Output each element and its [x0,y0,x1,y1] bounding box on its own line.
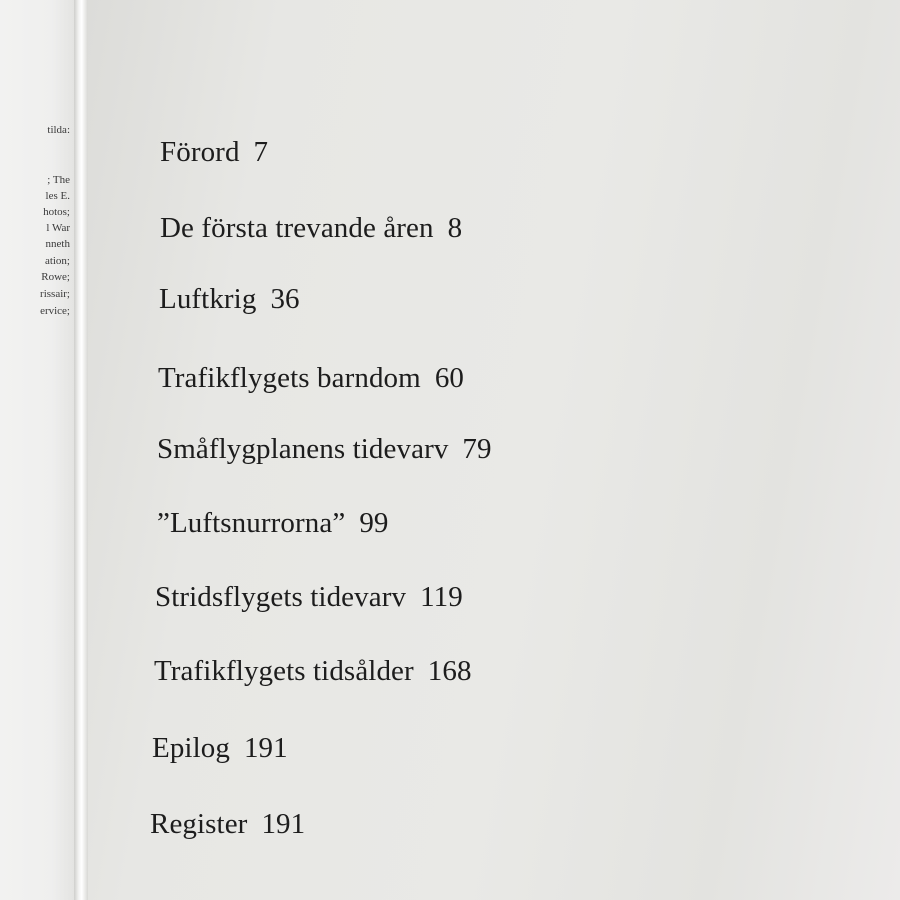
credit-fragment: nneth [45,238,70,250]
toc-entry-page: 7 [253,136,269,168]
toc-entry [150,808,305,841]
toc-entry-title: Småflygplanens tidevarv [157,433,449,465]
credit-fragment: rissair; [40,288,70,300]
toc-entry-title: Förord [160,136,240,168]
toc-entry-page: 191 [243,732,288,764]
toc-entry-title: Register [150,808,248,840]
toc-entry [155,581,463,614]
credit-fragment: Rowe; [41,271,70,283]
credit-fragment: ation; [44,255,70,267]
toc-entry-title: ”Luftsnurrorna” [157,507,346,539]
toc-entry-page: 36 [270,283,300,315]
credit-fragment: l War [46,222,70,234]
toc-entry [157,507,389,540]
credit-fragment: les E. [45,190,70,202]
toc-entry-title: Epilog [152,732,230,764]
credit-fragment: ervice; [40,305,70,317]
toc-entry [159,283,300,316]
left-page [0,0,74,900]
toc-entry-page: 60 [434,362,465,394]
toc-entry [154,655,472,688]
toc-entry-page: 119 [420,581,463,613]
toc-entry [158,362,464,395]
book-gutter [74,0,88,900]
toc-entry-title: Luftkrig [159,283,257,315]
toc-entry-page: 79 [462,433,492,465]
credit-fragment: tilda: [47,124,70,136]
toc-entry-title: De första trevande åren [160,212,434,244]
toc-entry [157,433,492,466]
toc-entry-title: Stridsflygets tidevarv [155,581,407,613]
toc-entry [160,212,462,245]
toc-entry-page: 168 [427,655,472,687]
toc-entry [152,732,288,765]
toc-entry-page: 8 [447,212,463,244]
credit-fragment: ; The [47,174,70,186]
toc-entry-title: Trafikflygets tidsålder [154,655,414,687]
toc-entry-page: 191 [261,808,306,840]
toc-entry [160,136,268,169]
toc-entry-title: Trafikflygets barndom [158,362,421,394]
credit-fragment: hotos; [43,206,70,218]
toc-entry-page: 99 [359,507,389,539]
